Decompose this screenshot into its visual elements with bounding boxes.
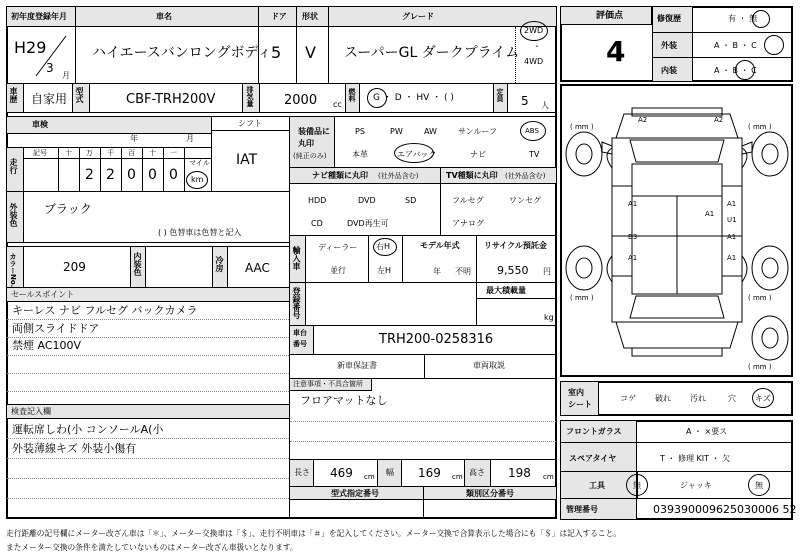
mark-a2-r: A2 xyxy=(714,116,724,124)
mileage-digit: 2 xyxy=(85,167,94,183)
equip-ps: PS xyxy=(355,127,365,136)
width-label: 幅 xyxy=(386,468,394,477)
shift-label: シフト xyxy=(238,119,262,128)
mark-a1-1: A1 xyxy=(628,200,638,208)
inspector-line-2: 外装薄線キズ 外装小傷有 xyxy=(12,442,137,455)
mileage-digit: 0 xyxy=(127,167,136,183)
seat-ana: 穴 xyxy=(728,394,736,403)
digit-divider xyxy=(142,148,143,191)
sales-line-3: 禁煙 AC100V xyxy=(12,339,82,352)
model-value: CBF-TRH200V xyxy=(126,92,216,107)
sales-line-1: キーレス ナビ フルセグ バックカメラ xyxy=(12,304,198,317)
exterior-label: 外装 xyxy=(661,41,677,50)
notes-label: 注意事項・不具合箇所 xyxy=(293,380,363,388)
reg-month-unit: 月 xyxy=(62,71,70,80)
seat-label-2: シート xyxy=(568,400,592,409)
tv-analog: アナログ xyxy=(452,219,484,228)
navi-dvd: DVD xyxy=(358,196,376,205)
spare-label: スペアタイヤ xyxy=(569,454,617,463)
mark-a1-4: A1 xyxy=(727,233,737,241)
mm-fr: ( mm ) xyxy=(748,123,772,131)
displacement-unit: cc xyxy=(333,100,342,109)
sales-line-2: 両側スライドドア xyxy=(12,322,100,335)
footer-line-1: 走行距離の記号欄にメーター改ざん車は「＊」、メーター交換車は「＄」、走行不明車は「＃」を記入してください。メーター交換で合算表示した場合にも「＄」は記入すること。 xyxy=(6,529,621,538)
max-load-unit: kg xyxy=(544,313,554,322)
grade-label: グレード xyxy=(402,12,434,21)
notes-value: フロアマットなし xyxy=(300,394,388,407)
navi-cd: CD xyxy=(311,219,323,228)
tv-fullseg: フルセグ xyxy=(452,196,484,205)
color-note: ( ) 色替車は色替と記入 xyxy=(158,228,242,237)
model-label: 型式 xyxy=(75,87,84,103)
tv-label: TV種類に丸印 xyxy=(446,171,498,180)
equipment-label-2: 丸印 xyxy=(298,139,314,148)
mm-spare: ( mm ) xyxy=(748,363,772,371)
car-diagram xyxy=(562,86,791,375)
seat-yogore: 汚れ xyxy=(690,394,706,403)
digit-divider xyxy=(163,148,164,191)
mileage-label: 走行 xyxy=(9,158,18,174)
management-value: 039390009625030006 52 xyxy=(653,503,797,516)
displacement-label: 排気量 xyxy=(246,86,254,107)
capacity-unit: 人 xyxy=(541,101,549,110)
type-number-label: 型式指定番号 xyxy=(331,489,379,498)
grade-value: スーパーGL ダークプライム xyxy=(344,45,520,61)
displacement-value: 2000 xyxy=(284,93,318,108)
import-label: 輸入車 xyxy=(292,246,301,270)
digit-divider xyxy=(100,148,101,191)
footer-line-2: またメーター交換の条件を満たしていないものはメーター改ざん車扱いとなります。 xyxy=(6,543,298,552)
mark-a1-3: A1 xyxy=(705,210,715,218)
seat-label-1: 室内 xyxy=(568,388,584,397)
navi-label: ナビ種類に丸印 xyxy=(312,171,368,180)
navi-sd: SD xyxy=(405,196,417,205)
inspection-year-unit: 年 xyxy=(130,134,138,143)
equip-sunroof: サンルーフ xyxy=(458,127,497,136)
interior-options: A ・ B ・ C xyxy=(714,66,757,75)
drive-4wd: 4WD xyxy=(524,57,544,66)
usage-value: 自家用 xyxy=(31,92,68,106)
mark-b3: B3 xyxy=(628,233,638,241)
door-label: ドア xyxy=(271,12,287,21)
vehicle-manual: 車両取説 xyxy=(473,361,505,370)
new-car-warranty: 新車保証書 xyxy=(337,361,377,370)
import-dealer: ディーラー xyxy=(318,243,358,252)
model-year-unit: 年 xyxy=(433,267,441,276)
fuel-options: G ・ D ・ HV ・ ( ) xyxy=(373,93,454,103)
usage-label: 車歴 xyxy=(9,87,18,103)
mileage-digit: 0 xyxy=(148,167,157,183)
fuel-label: 燃料 xyxy=(348,88,356,102)
width-value: 169 xyxy=(418,466,441,480)
equip-pw: PW xyxy=(390,127,403,136)
inspection-label: 車検 xyxy=(32,120,48,129)
chassis-label-1: 車台 xyxy=(293,329,307,337)
jack-label: ジャッキ xyxy=(680,481,712,490)
length-value: 469 xyxy=(330,466,353,480)
model-year-label: モデル年式 xyxy=(420,241,460,250)
registration-label: 登録番号 xyxy=(292,287,301,319)
mm-fl: ( mm ) xyxy=(570,123,594,131)
drive-dot: ・ xyxy=(533,42,541,51)
equip-abs: ABS xyxy=(525,127,539,135)
ac-label: 冷房 xyxy=(215,256,224,272)
import-right: 右H xyxy=(376,242,391,251)
car-name-value: ハイエースバンロングボディ xyxy=(92,45,272,61)
color-no-value: 209 xyxy=(63,260,86,274)
inspection-month-unit: 月 xyxy=(186,134,194,143)
digit-place-label: 十 xyxy=(65,149,72,157)
capacity-label: 定員 xyxy=(496,88,504,102)
mileage-digit: 0 xyxy=(169,167,178,183)
tv-oneseg: ワンセグ xyxy=(509,196,541,205)
model-year-unknown: 不明 xyxy=(455,267,471,276)
shape-value: V xyxy=(305,43,316,62)
equip-aw: AW xyxy=(424,127,437,136)
color-label: 外装色 xyxy=(9,203,18,227)
import-parallel: 並行 xyxy=(330,266,346,275)
mark-a1-6: A1 xyxy=(727,254,737,262)
digit-place-label: 一 xyxy=(170,149,177,157)
shape-label: 形状 xyxy=(302,12,318,21)
mark-a2-l: A2 xyxy=(638,116,648,124)
spare-options: T ・ 修理 KIT ・ 欠 xyxy=(660,454,731,463)
car-name-label: 車名 xyxy=(156,12,172,21)
import-left: 左H xyxy=(377,266,392,275)
tv-sub: (社外品含む) xyxy=(505,172,546,180)
mileage-mark-label: 記号 xyxy=(33,149,47,157)
mark-u1: U1 xyxy=(727,216,737,224)
mark-a1-5: A1 xyxy=(628,254,638,262)
equip-airbag: エアバック xyxy=(397,150,437,159)
digit-place-label: 十 xyxy=(149,149,156,157)
length-label: 長さ xyxy=(294,468,310,477)
tools-value: 無 xyxy=(633,481,641,490)
digit-divider xyxy=(79,148,80,191)
seat-yabure: 破れ xyxy=(655,394,671,403)
mileage-digit: 2 xyxy=(106,167,115,183)
reg-year-value: H29 xyxy=(14,38,47,57)
equipment-label-1: 装備品に xyxy=(298,127,330,136)
equip-tv: TV xyxy=(529,150,540,159)
recycle-value: 9,550 xyxy=(497,264,529,277)
ac-value: AAC xyxy=(245,261,270,275)
inspector-line-1: 運転席しわ(小 コンソールA(小 xyxy=(12,423,164,436)
drive-2wd: 2WD xyxy=(524,26,544,35)
equipment-sub: (純正のみ) xyxy=(293,152,327,160)
repair-label: 修復歴 xyxy=(657,14,681,23)
interior-color-label: 内装色 xyxy=(133,252,142,276)
capacity-value: 5 xyxy=(521,94,529,108)
digit-place-label: 万 xyxy=(86,149,93,157)
digit-place-label: 百 xyxy=(128,149,135,157)
shift-value: IAT xyxy=(236,152,258,168)
inspector-label: 検査記入欄 xyxy=(11,407,51,416)
score-label: 評価点 xyxy=(596,11,624,21)
exterior-options: A ・ B ・ C xyxy=(714,41,757,50)
height-label: 高さ xyxy=(469,468,485,477)
max-load-label: 最大積載量 xyxy=(486,286,526,295)
color-no-label: カラーNo. xyxy=(9,253,17,288)
reg-month-value: 3 xyxy=(46,61,54,75)
mm-rr: ( mm ) xyxy=(748,294,772,302)
repair-no-circle xyxy=(752,10,770,28)
recycle-label: リサイクル預託金 xyxy=(484,241,547,250)
color-value: ブラック xyxy=(44,202,92,216)
navi-sub: (社外品含む) xyxy=(378,172,419,180)
navi-dvd-play: DVD再生可 xyxy=(347,219,389,228)
equip-leather: 本革 xyxy=(352,150,368,159)
navi-hdd: HDD xyxy=(308,196,327,205)
tools-label: 工具 xyxy=(589,481,605,490)
category-number-label: 類別区分番号 xyxy=(466,489,514,498)
chassis-label-2: 番号 xyxy=(293,340,307,348)
height-unit: cm xyxy=(543,473,554,481)
width-unit: cm xyxy=(452,473,463,481)
exterior-c-circle xyxy=(764,35,784,55)
mark-a1-2: A1 xyxy=(727,200,737,208)
score-value: 4 xyxy=(606,35,626,68)
doors-value: 5 xyxy=(271,43,282,62)
interior-label: 内装 xyxy=(661,66,677,75)
jack-value: 無 xyxy=(755,481,763,490)
mm-rl: ( mm ) xyxy=(570,294,594,302)
digit-divider xyxy=(121,148,122,191)
management-label: 管理番号 xyxy=(566,505,598,514)
windshield-options: A ・ ×要ス xyxy=(686,427,728,436)
interior-b-circle xyxy=(735,60,755,80)
reg-year-label: 初年度登録年月 xyxy=(11,12,67,21)
digit-divider xyxy=(184,148,185,191)
unit-mile: マイル xyxy=(189,159,210,167)
digit-place-label: 千 xyxy=(107,149,114,157)
height-value: 198 xyxy=(508,466,531,480)
recycle-unit: 円 xyxy=(543,267,551,276)
sales-point-label: セールスポイント xyxy=(11,290,75,299)
windshield-label: フロントガラス xyxy=(566,427,622,436)
repair-options: 有 ・ 無 xyxy=(728,14,758,23)
length-unit: cm xyxy=(364,473,375,481)
seat-koge: コゲ xyxy=(620,394,636,403)
seat-kizu: キズ xyxy=(755,394,771,403)
equip-navi: ナビ xyxy=(470,150,486,159)
chassis-value: TRH200-0258316 xyxy=(379,332,494,347)
unit-km: km xyxy=(191,175,204,184)
